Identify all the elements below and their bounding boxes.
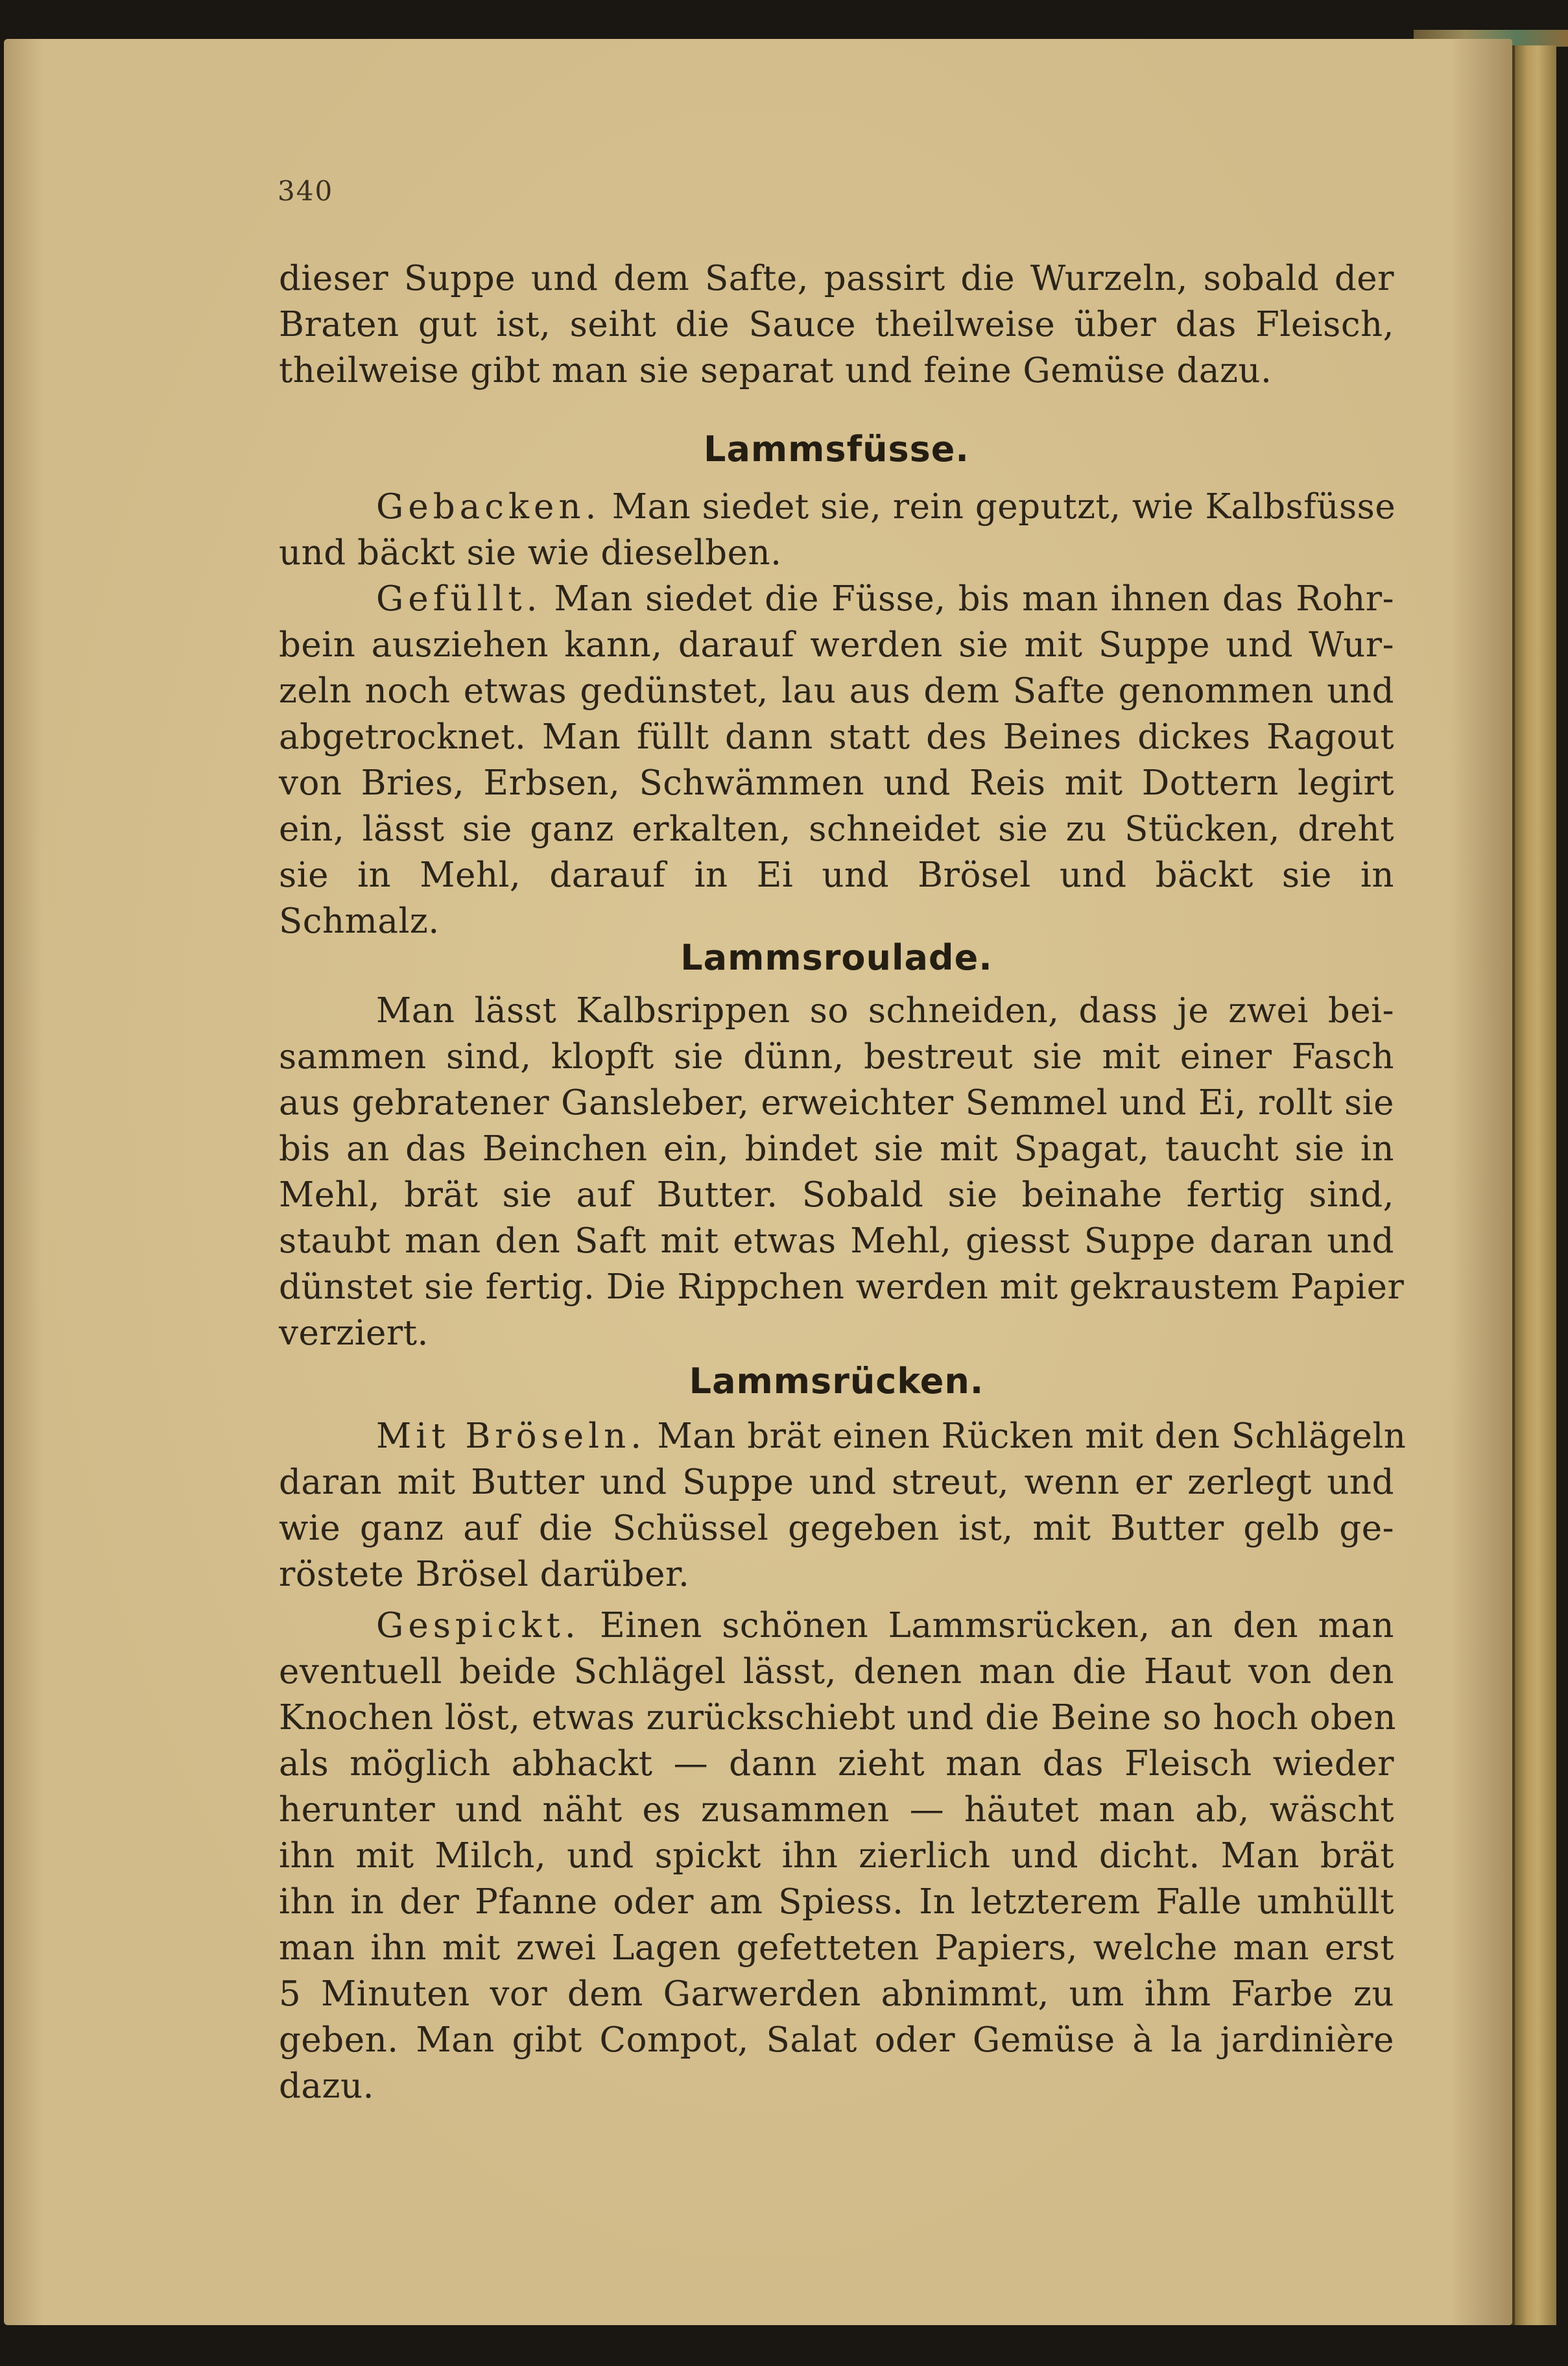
section-heading-lammsroulade: Lammsroulade. — [680, 937, 993, 978]
paragraph-line: sie in Mehl, darauf in Ei und Brösel und bäckt sie in — [279, 855, 1394, 895]
paragraph-line: geben. Man gibt Compot, Salat oder Gemüse à la jardinière — [279, 2020, 1394, 2060]
paragraph-line: ihn mit Milch, und spickt ihn zierlich und dicht. Man brät — [279, 1836, 1394, 1876]
paragraph-text: Einen schönen Lammsrücken, an den man — [580, 1606, 1394, 1645]
paragraph-text: Man siedet sie, rein geputzt, wie Kalbsfüsse — [600, 487, 1396, 527]
paragraph-line: bis an das Beinchen ein, bindet sie mit Spagat, taucht sie in — [279, 1129, 1394, 1169]
paragraph-line: Knochen löst, etwas zurückschiebt und die Beine so hoch oben — [279, 1698, 1396, 1738]
paragraph-line: man ihn mit zwei Lagen gefetteten Papiers, welche man erst — [279, 1928, 1394, 1968]
recipe-variant-label: Gebacken. — [376, 487, 601, 527]
paragraph-line: herunter und näht es zusammen — häutet man ab, wäscht — [279, 1790, 1394, 1830]
paragraph-line: daran mit Butter und Suppe und streut, wenn er zerlegt und — [279, 1463, 1394, 1502]
paragraph-line: staubt man den Saft mit etwas Mehl, giesst Suppe daran und — [279, 1221, 1394, 1261]
paragraph-line: aus gebratener Gansleber, erweichter Semmel und Ei, rollt sie — [279, 1083, 1394, 1123]
paragraph-line: ihn in der Pfanne oder am Spiess. In letzterem Falle umhüllt — [279, 1882, 1394, 1922]
paragraph-line: verziert. — [279, 1313, 429, 1353]
paragraph-line: zeln noch etwas gedünstet, lau aus dem Safte genommen und — [279, 671, 1394, 711]
paragraph-line: 5 Minuten vor dem Garwerden abnimmt, um ihm Farbe zu — [279, 1974, 1394, 2014]
paragraph-text: Man brät einen Rücken mit den Schlägeln — [646, 1416, 1407, 1456]
book-spine-edge — [1512, 45, 1556, 2325]
paragraph-line: von Bries, Erbsen, Schwämmen und Reis mit Dottern legirt — [279, 763, 1394, 803]
paragraph-line: röstete Brösel darüber. — [279, 1555, 690, 1594]
paragraph-line — [279, 1414, 1407, 1459]
recipe-variant-label: Gefüllt. — [376, 579, 542, 619]
paragraph-line: wie ganz auf die Schüssel gegeben ist, mit Butter gelb ge- — [279, 1509, 1394, 1548]
paragraph-text: Man siedet die Füsse, bis man ihnen das Rohr- — [541, 579, 1394, 619]
paragraph-line: und bäckt sie wie dieselben. — [279, 533, 782, 573]
section-heading-lammsruecken: Lammsrücken. — [689, 1361, 984, 1402]
paragraph-line: eventuell beide Schlägel lässt, denen man die Haut von den — [279, 1652, 1394, 1691]
paragraph-line: ein, lässt sie ganz erkalten, schneidet sie zu Stücken, dreht — [279, 809, 1394, 849]
paragraph-line: abgetrocknet. Man füllt dann statt des Beines dickes Ragout — [279, 717, 1394, 757]
paragraph-line: dazu. — [279, 2066, 374, 2106]
intro-line: Braten gut ist, seiht die Sauce theilweise über das Fleisch, — [279, 305, 1394, 344]
paragraph-line: bein ausziehen kann, darauf werden sie mit Suppe und Wur- — [279, 625, 1394, 665]
paragraph-line — [279, 577, 1394, 622]
paragraph-line — [279, 484, 1394, 530]
recipe-variant-label: Gespickt. — [376, 1606, 580, 1645]
paragraph-line: Man lässt Kalbsrippen so schneiden, dass je zwei bei- — [376, 991, 1394, 1031]
intro-line: theilweise gibt man sie separat und feine Gemüse dazu. — [279, 351, 1272, 390]
paragraph-line: dünstet sie fertig. Die Rippchen werden mit gekraustem Papier — [279, 1267, 1405, 1307]
paragraph-line: als möglich abhackt — dann zieht man das Fleisch wieder — [279, 1744, 1394, 1784]
recipe-variant-label: Mit Bröseln. — [376, 1416, 647, 1456]
section-heading-lammsfuesse: Lammsfüsse. — [704, 429, 969, 470]
intro-line: dieser Suppe und dem Safte, passirt die Wurzeln, sobald der — [279, 259, 1394, 298]
paragraph-line: Schmalz. — [279, 902, 440, 941]
paragraph-line: Mehl, brät sie auf Butter. Sobald sie beinahe fertig sind, — [279, 1175, 1394, 1215]
paragraph-line — [279, 1603, 1394, 1649]
paragraph-line: sammen sind, klopft sie dünn, bestreut sie mit einer Fasch — [279, 1037, 1394, 1077]
page-number: 340 — [278, 175, 334, 207]
